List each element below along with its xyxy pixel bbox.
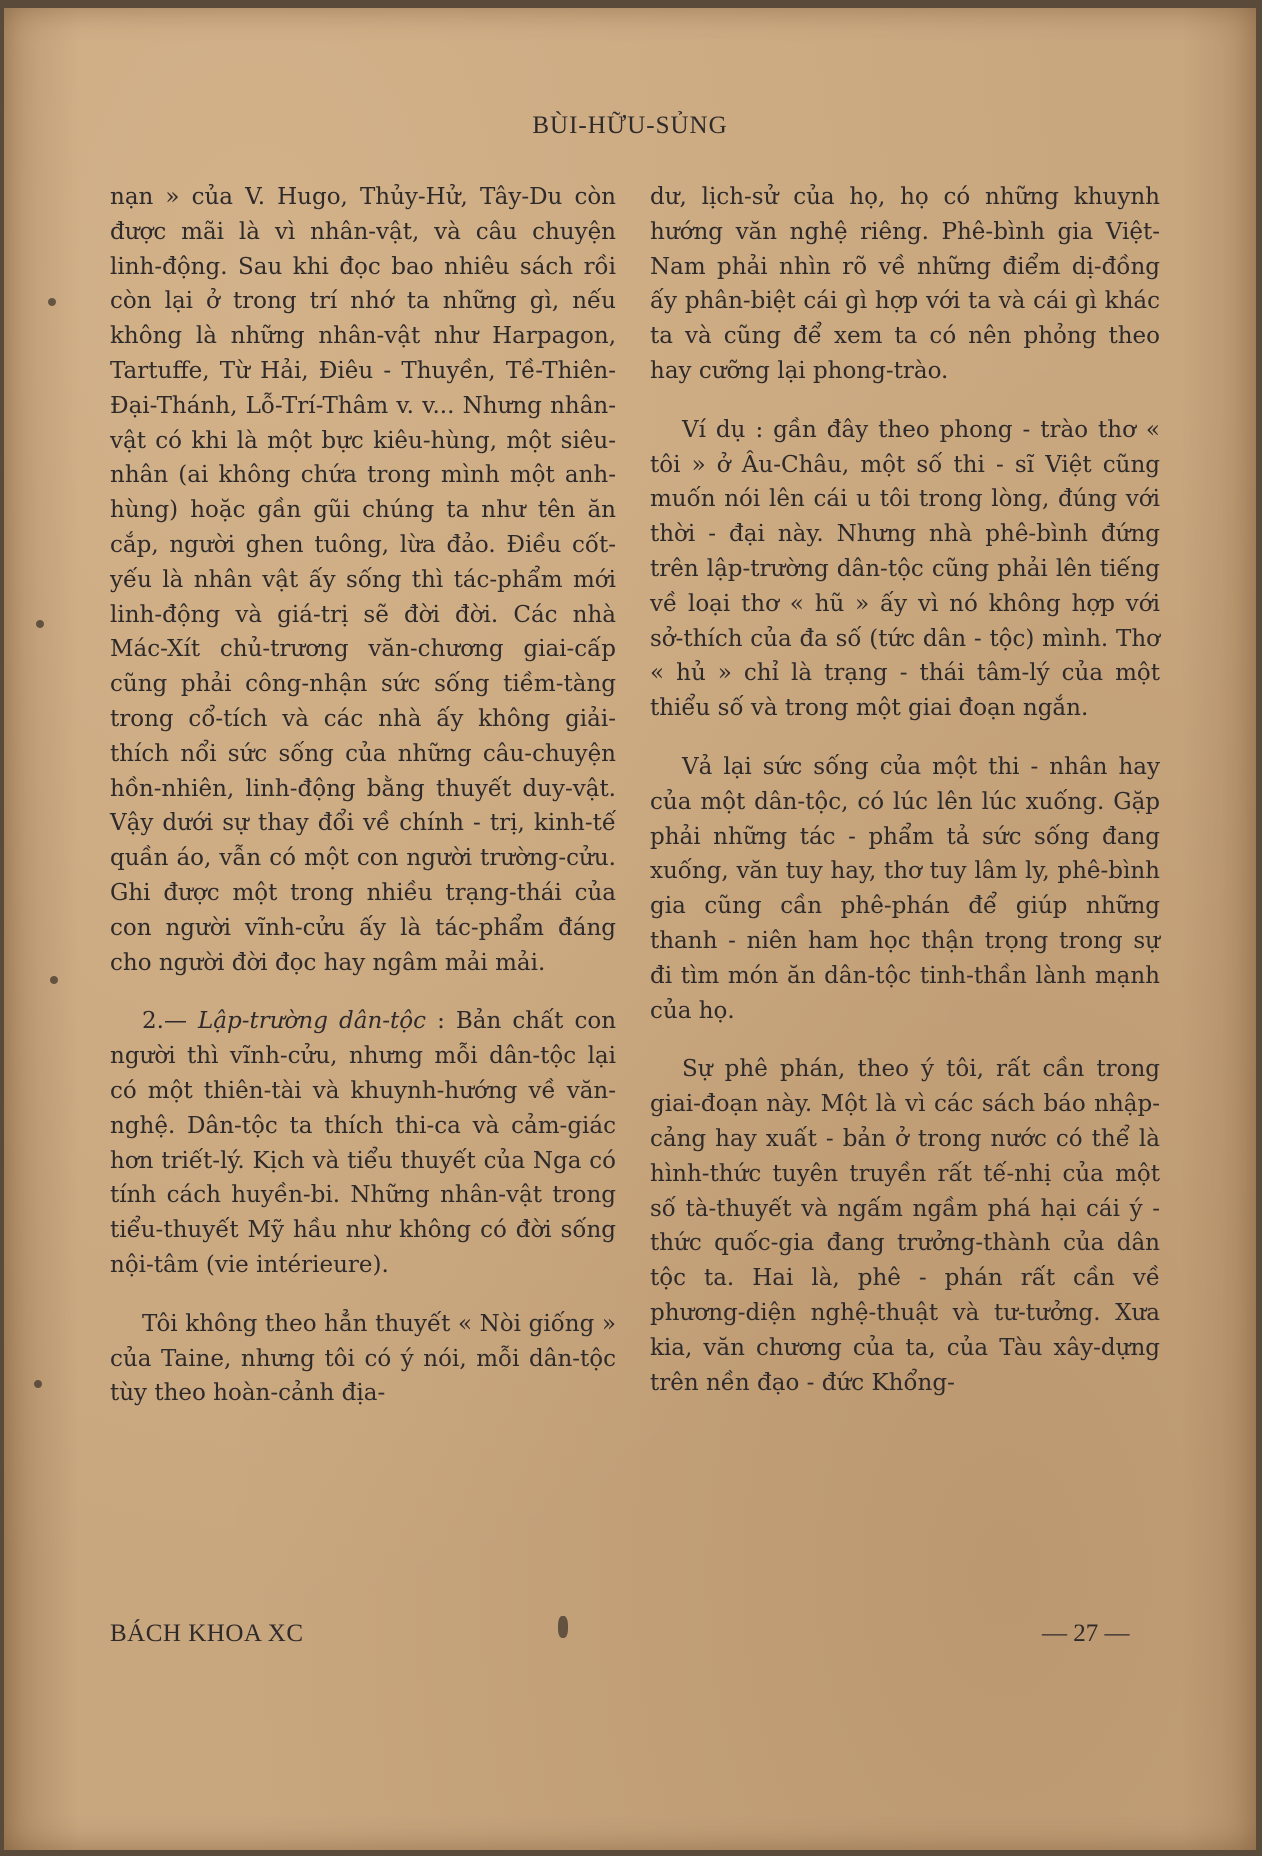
right-paragraph-3: Vả lại sức sống của một thi - nhân hay của một dân-tộc, có lúc lên lúc xuống. Gặp phải những tác - phẩm tả sức sống đang xuống, văn tuy hay, thơ tuy lâm ly, phê-bình gia cũng cần phê-phán để giúp những thanh - niên ham học thận trọng trong sự đi tìm món ăn dân-tộc tinh-thần lành mạnh của họ. [650,753,1160,1024]
right-column [650,180,1160,1424]
publication-name: BÁCH KHOA XC [110,1620,304,1647]
left-column [110,180,616,1435]
binding-hole-mark [48,298,56,306]
right-paragraph-2: Ví dụ : gần đây theo phong - trào thơ « tôi » ở Âu-Châu, một số thi - sĩ Việt cũng muốn nói lên cái u tôi trong lòng, đúng với thời - đại này. Nhưng nhà phê-bình đứng trên lập-trường dân-tộc cũng phải lên tiếng về loại thơ « hũ » ấy vì nó không hợp với sở-thích của đa số (tức dân - tộc) mình. Thơ « hủ » chỉ là trạng - thái tâm-lý của một thiểu số và trong một giai đoạn ngắn. [650,416,1160,722]
right-paragraph-4: Sự phê phán, theo ý tôi, rất cần trong giai-đoạn này. Một là vì các sách báo nhập-cảng hay xuất - bản ở trong nước có thể là hình-thức tuyên truyền rất tế-nhị của một số tà-thuyết và ngấm ngầm phá hại cái ý - thức quốc-gia đang trưởng-thành của dân tộc ta. Hai là, phê - phán rất cần về phương-diện nghệ-thuật và tư-tưởng. Xưa kia, văn chương của ta, của Tàu xây-dựng trên nền đạo - đức Khổng- [650,1056,1160,1396]
left-paragraph-2 [110,1004,616,1282]
binding-hole-mark [34,1380,42,1388]
scanned-page [4,8,1256,1850]
left-paragraph-1: nạn » của V. Hugo, Thủy-Hử, Tây-Du còn được mãi là vì nhân-vật, và câu chuyện linh-động. Sau khi đọc bao nhiêu sách rồi còn lại ở trong trí nhớ ta những gì, nếu không là những nhân-vật như Harpagon, Tartuffe, Từ Hải, Điêu - Thuyền, Tề-Thiên-Đại-Thánh, Lỗ-Trí-Thâm v. v... Nhưng nhân-vật có khi là một bực kiêu-hùng, một siêu-nhân (ai không chứa trong mình một anh-hùng) hoặc gần gũi chúng ta như tên ăn cắp, người ghen tuông, lừa đảo. Điều cốt-yếu là nhân vật ấy sống thì tác-phẩm mới linh-động và giá-trị sẽ đời đời. Các nhà Mác-Xít chủ-trương văn-chương giai-cấp cũng phải công-nhận sức sống tiềm-tàng trong cổ-tích và các nhà ấy không giải-thích nổi sức sống của những câu-chuyện hồn-nhiên, linh-động bằng thuyết duy-vật. Vậy dưới sự thay đổi về chính - trị, kinh-tế quần áo, vẫn có một con người trường-cửu. Ghi được một trong nhiều trạng-thái của con người vĩnh-cửu ấy là tác-phẩm đáng cho người đời đọc hay ngâm mải mải. [110,184,616,976]
section-heading: Lập-trường dân-tộc [198,1008,427,1035]
binding-hole-mark [36,620,44,628]
section-body: : Bản chất con người thì vĩnh-cửu, nhưng mỗi dân-tộc lại có một thiên-tài và khuynh-hướng về văn-nghệ. Dân-tộc ta thích thi-ca và cảm-giác hơn triết-lý. Kịch và tiểu thuyết của Nga có tính cách huyền-bi. Những nhân-vật trong tiểu-thuyết Mỹ hầu như không có đời sống nội-tâm (vie intérieure). [110,1008,617,1278]
running-header: BÙI-HỮU-SỦNG [532,112,728,139]
binding-hole-mark [50,976,58,984]
section-number: 2.— [142,1008,187,1035]
page-number: — 27 — [1042,1620,1130,1647]
ink-blot [558,1616,568,1638]
right-paragraph-1: dư, lịch-sử của họ, họ có những khuynh hướng văn nghệ riêng. Phê-bình gia Việt-Nam phải nhìn rõ về những điểm dị-đồng ấy phân-biệt cái gì hợp với ta và cái gì khác ta và cũng để xem ta có nên phỏng theo hay cưỡng lại phong-trào. [650,184,1160,384]
left-paragraph-3: Tôi không theo hẳn thuyết « Nòi giống » của Taine, nhưng tôi có ý nói, mỗi dân-tộc tùy theo hoàn-cảnh địa- [110,1310,616,1407]
